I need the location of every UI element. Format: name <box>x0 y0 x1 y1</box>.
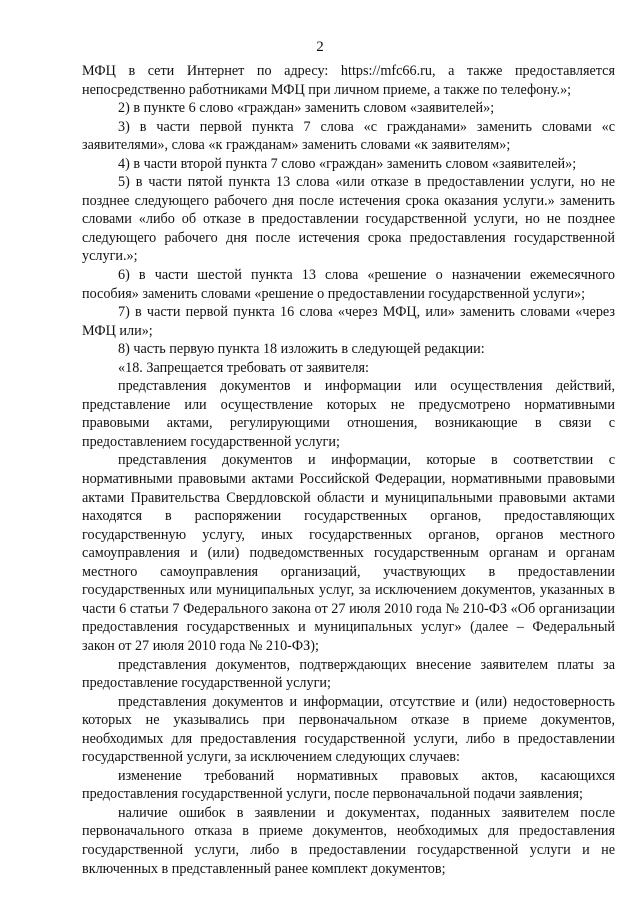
document-body <box>82 62 615 878</box>
paragraph: наличие ошибок в заявлении и документах, поданных заявителем после первоначального отказа в приеме документов, необходимых для предоставления государственной услуги, либо в предоставлении государственной услуги и не включенных в представленный ранее комплект документов; <box>82 804 615 877</box>
paragraph: 7) в части первой пункта 16 слова «через МФЦ, или» заменить словами «через МФЦ или»; <box>82 304 615 339</box>
paragraph: 4) в части второй пункта 7 слово «граждан» заменить словом «заявителей»; <box>118 155 577 172</box>
paragraph: 3) в части первой пункта 7 слова «с гражданами» заменить словами «с заявителями», слова «к гражданам» заменить словами «к заявителям»; <box>82 118 615 154</box>
paragraph: 2) в пункте 6 слово «граждан» заменить словом «заявителей»; <box>118 100 495 117</box>
paragraph: представления документов и информации или осуществления действий, представление или осуществление которых не предусмотрено нормативными правовыми актами, регулирующими отношения, возникающие в связи с предоставлением государственной услуги; <box>82 378 615 450</box>
paragraph: МФЦ в сети Интернет по адресу: https://mfc66.ru, а также предоставляется непосредственно работниками МФЦ при личном приеме, а также по телефону.»; <box>82 63 615 98</box>
paragraph: «18. Запрещается требовать от заявителя: <box>118 359 369 376</box>
paragraph: изменение требований нормативных правовых актов, касающихся предоставления государственной услуги, после первоначальной подачи заявления; <box>82 767 615 803</box>
paragraph: 6) в части шестой пункта 13 слова «решение о назначении ежемесячного пособия» заменить словами «решение о предоставлении государственной услуги»; <box>82 267 615 302</box>
paragraph: 5) в части пятой пункта 13 слова «или отказе в предоставлении услуги, но не позднее следующего рабочего дня после истечения срока оказания услуги.» заменить словами «либо об отказе в предоставлении государственной услуги, но не позднее следующего рабочего дня после истечения срока предоставления государственной услуги.»; <box>82 174 615 265</box>
page-number: 2 <box>316 39 324 55</box>
paragraph: 8) часть первую пункта 18 изложить в следующей редакции: <box>118 341 485 358</box>
paragraph: представления документов и информации, отсутствие и (или) недостоверность которых не указывались при первоначальном отказе в приеме документов, необходимых для предоставления государственной услуги, либо в предоставлении государственной услуги, за исключением следующих случаев: <box>82 693 615 766</box>
paragraph: представления документов, подтверждающих внесение заявителем платы за предоставление государственной услуги; <box>82 656 615 692</box>
paragraph: представления документов и информации, которые в соответствии с нормативными правовыми актами Российской Федерации, нормативными правовыми актами Правительства Свердловской области и муниципальными правовыми актами находятся в распоряжении государственных органов, предоставляющих государственную услугу, иных государственных органов, органов местного самоуправления и (или) подведомственных государственным органам и органам местного самоуправления организаций, участвующих в предоставлении государственных или муниципальных услуг, за исключением документов, указанных в части 6 статьи 7 Федерального закона от 27 июля 2010 года № 210-ФЗ «Об организации предоставления государственных и муниципальных услуг» (далее – Федеральный закон от 27 июля 2010 года № 210-ФЗ); <box>82 452 615 654</box>
